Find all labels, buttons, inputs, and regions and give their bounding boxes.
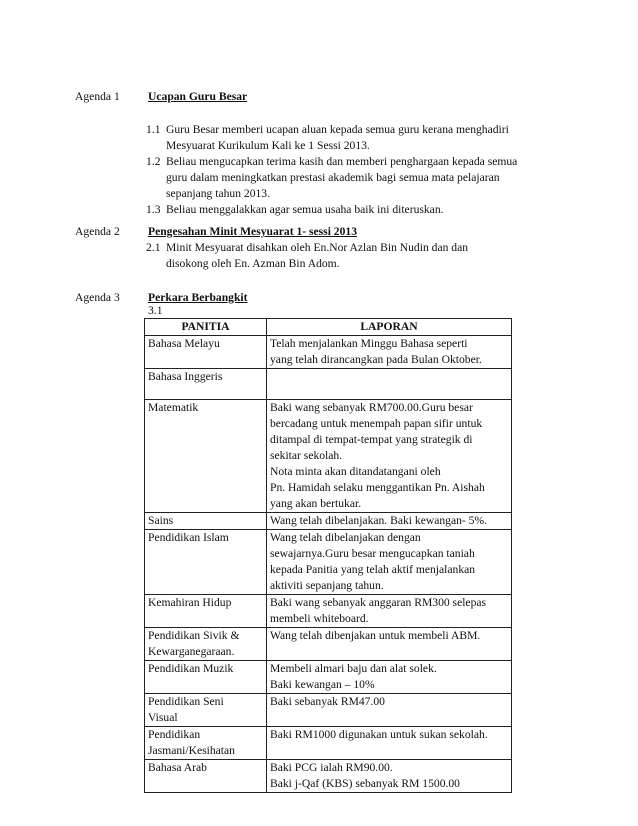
cell-line: Baki wang sebanyak anggaran RM300 selepas: [270, 596, 487, 609]
cell-line: Visual: [148, 711, 178, 724]
table-row: [145, 595, 512, 628]
cell-line: Baki kewangan – 10%: [270, 678, 375, 691]
panitia-cell: [145, 400, 267, 513]
cell-line: Telah menjalankan Minggu Bahasa seperti: [270, 337, 468, 350]
panitia-cell: [145, 760, 267, 793]
table-row: [145, 628, 512, 661]
cell-line: bercadang untuk menempah papan sifir untuk: [270, 417, 483, 430]
item-text: Minit Mesyuarat disahkan oleh En.Nor Azlan Bin Nudin dan dan disokong oleh En. Azman Bin Adom.: [166, 241, 469, 270]
panitia-cell: [145, 513, 267, 530]
cell-line: Matematik: [148, 401, 199, 414]
laporan-cell: [267, 661, 512, 694]
cell-line: Wang telah dibelanjakan. Baki kewangan- 5%.: [270, 514, 488, 527]
cell-line: ditampal di tempat-tempat yang strategik di: [270, 433, 473, 446]
panitia-cell: [145, 661, 267, 694]
cell-line: Baki j-Qaf (KBS) sebanyak RM 1500.00: [270, 777, 460, 790]
cell-line: Pendidikan: [148, 728, 201, 741]
agenda-3-title: Perkara Berbangkit: [148, 291, 248, 304]
cell-line: Bahasa Arab: [148, 761, 207, 774]
cell-line: Pn. Hamidah selaku menggantikan Pn. Aishah: [270, 481, 485, 494]
agenda-1-label: Agenda 1: [75, 90, 120, 103]
laporan-cell: [267, 727, 512, 760]
cell-line: membeli whiteboard.: [270, 612, 369, 625]
laporan-cell: [267, 400, 512, 513]
cell-line: Pendidikan Islam: [148, 531, 229, 544]
cell-line: Jasmani/Kesihatan: [148, 744, 235, 757]
laporan-cell: [267, 530, 512, 595]
cell-line: Membeli almari baju dan alat solek.: [270, 662, 437, 675]
agenda-3-subnumber: 3.1: [148, 304, 163, 317]
cell-line: Bahasa Melayu: [148, 337, 220, 350]
cell-line: aktiviti sepanjang tahun.: [270, 579, 384, 592]
column-header-laporan: LAPORAN: [267, 319, 512, 336]
cell-line: Kemahiran Hidup: [148, 596, 232, 609]
panitia-cell: [145, 369, 267, 400]
cell-line: yang akan bertukar.: [270, 497, 362, 510]
item-text: Guru Besar memberi ucapan aluan kepada semua guru kerana menghadiri Mesyuarat Kurikulum Kali ke 1 Sessi 2013.: [166, 123, 509, 152]
table-row: [145, 727, 512, 760]
table-row: [145, 661, 512, 694]
cell-line: Baki RM1000 digunakan untuk sukan sekolah.: [270, 728, 488, 741]
item-number: 1.1: [146, 123, 161, 136]
table-row: [145, 400, 512, 513]
cell-line: Pendidikan Muzik: [148, 662, 234, 675]
item-number: 1.2: [146, 155, 161, 168]
cell-line: Sains: [148, 514, 174, 527]
laporan-cell: [267, 628, 512, 661]
laporan-cell: [267, 513, 512, 530]
cell-line: Baki PCG ialah RM90.00.: [270, 761, 393, 774]
agenda-1-item-2: [146, 154, 536, 202]
item-number: 2.1: [146, 241, 161, 254]
laporan-cell: [267, 694, 512, 727]
cell-line: Bahasa Inggeris: [148, 370, 223, 383]
agenda-1-item-1: [146, 122, 536, 154]
table-row: [145, 369, 512, 400]
cell-line: Baki sebanyak RM47.00: [270, 695, 385, 708]
cell-line: Kewarganegaraan.: [148, 645, 235, 658]
agenda-3-label: Agenda 3: [75, 291, 120, 304]
cell-line: Wang telah dibenjakan untuk membeli ABM.: [270, 629, 481, 642]
panitia-cell: [145, 628, 267, 661]
panitia-cell: [145, 595, 267, 628]
panitia-cell: [145, 530, 267, 595]
table-row: [145, 694, 512, 727]
table-row: [145, 513, 512, 530]
panitia-report-table: [144, 318, 512, 793]
table-row: [145, 530, 512, 595]
item-text: Beliau mengucapkan terima kasih dan memberi penghargaan kepada semua guru dalam meningkatkan prestasi akademik bagi semua mata pelajaran sepanjang tahun 2013.: [166, 155, 518, 200]
column-header-panitia: PANITIA: [145, 319, 267, 336]
agenda-2-title: Pengesahan Minit Mesyuarat 1- sessi 2013: [148, 225, 357, 238]
table-row: [145, 760, 512, 793]
agenda-2-item-1: [146, 240, 486, 272]
panitia-cell: [145, 336, 267, 369]
panitia-cell: [145, 727, 267, 760]
laporan-cell: [267, 336, 512, 369]
item-number: 1.3: [146, 203, 161, 216]
cell-line: sewajarnya.Guru besar mengucapkan taniah: [270, 547, 475, 560]
agenda-1-title: Ucapan Guru Besar: [148, 90, 248, 103]
panitia-cell: [145, 694, 267, 727]
item-text: Beliau menggalakkan agar semua usaha baik ini diteruskan.: [166, 203, 444, 216]
cell-line: Pendidikan Sivik &: [148, 629, 240, 642]
cell-line: Pendidikan Seni: [148, 695, 224, 708]
agenda-1-item-3: [146, 202, 536, 218]
laporan-cell: [267, 595, 512, 628]
cell-line: yang telah dirancangkan pada Bulan Oktober.: [270, 353, 482, 366]
agenda-2-label: Agenda 2: [75, 225, 120, 238]
laporan-cell: [267, 369, 512, 400]
cell-line: sekitar sekolah.: [270, 449, 343, 462]
cell-line: Wang telah dibelanjakan dengan: [270, 531, 421, 544]
cell-line: kepada Panitia yang telah aktif menjalankan: [270, 563, 476, 576]
cell-line: Baki wang sebanyak RM700.00.Guru besar: [270, 401, 473, 414]
cell-line: Nota minta akan ditandatangani oleh: [270, 465, 441, 478]
table-header-row: [145, 319, 512, 336]
table-row: [145, 336, 512, 369]
laporan-cell: [267, 760, 512, 793]
